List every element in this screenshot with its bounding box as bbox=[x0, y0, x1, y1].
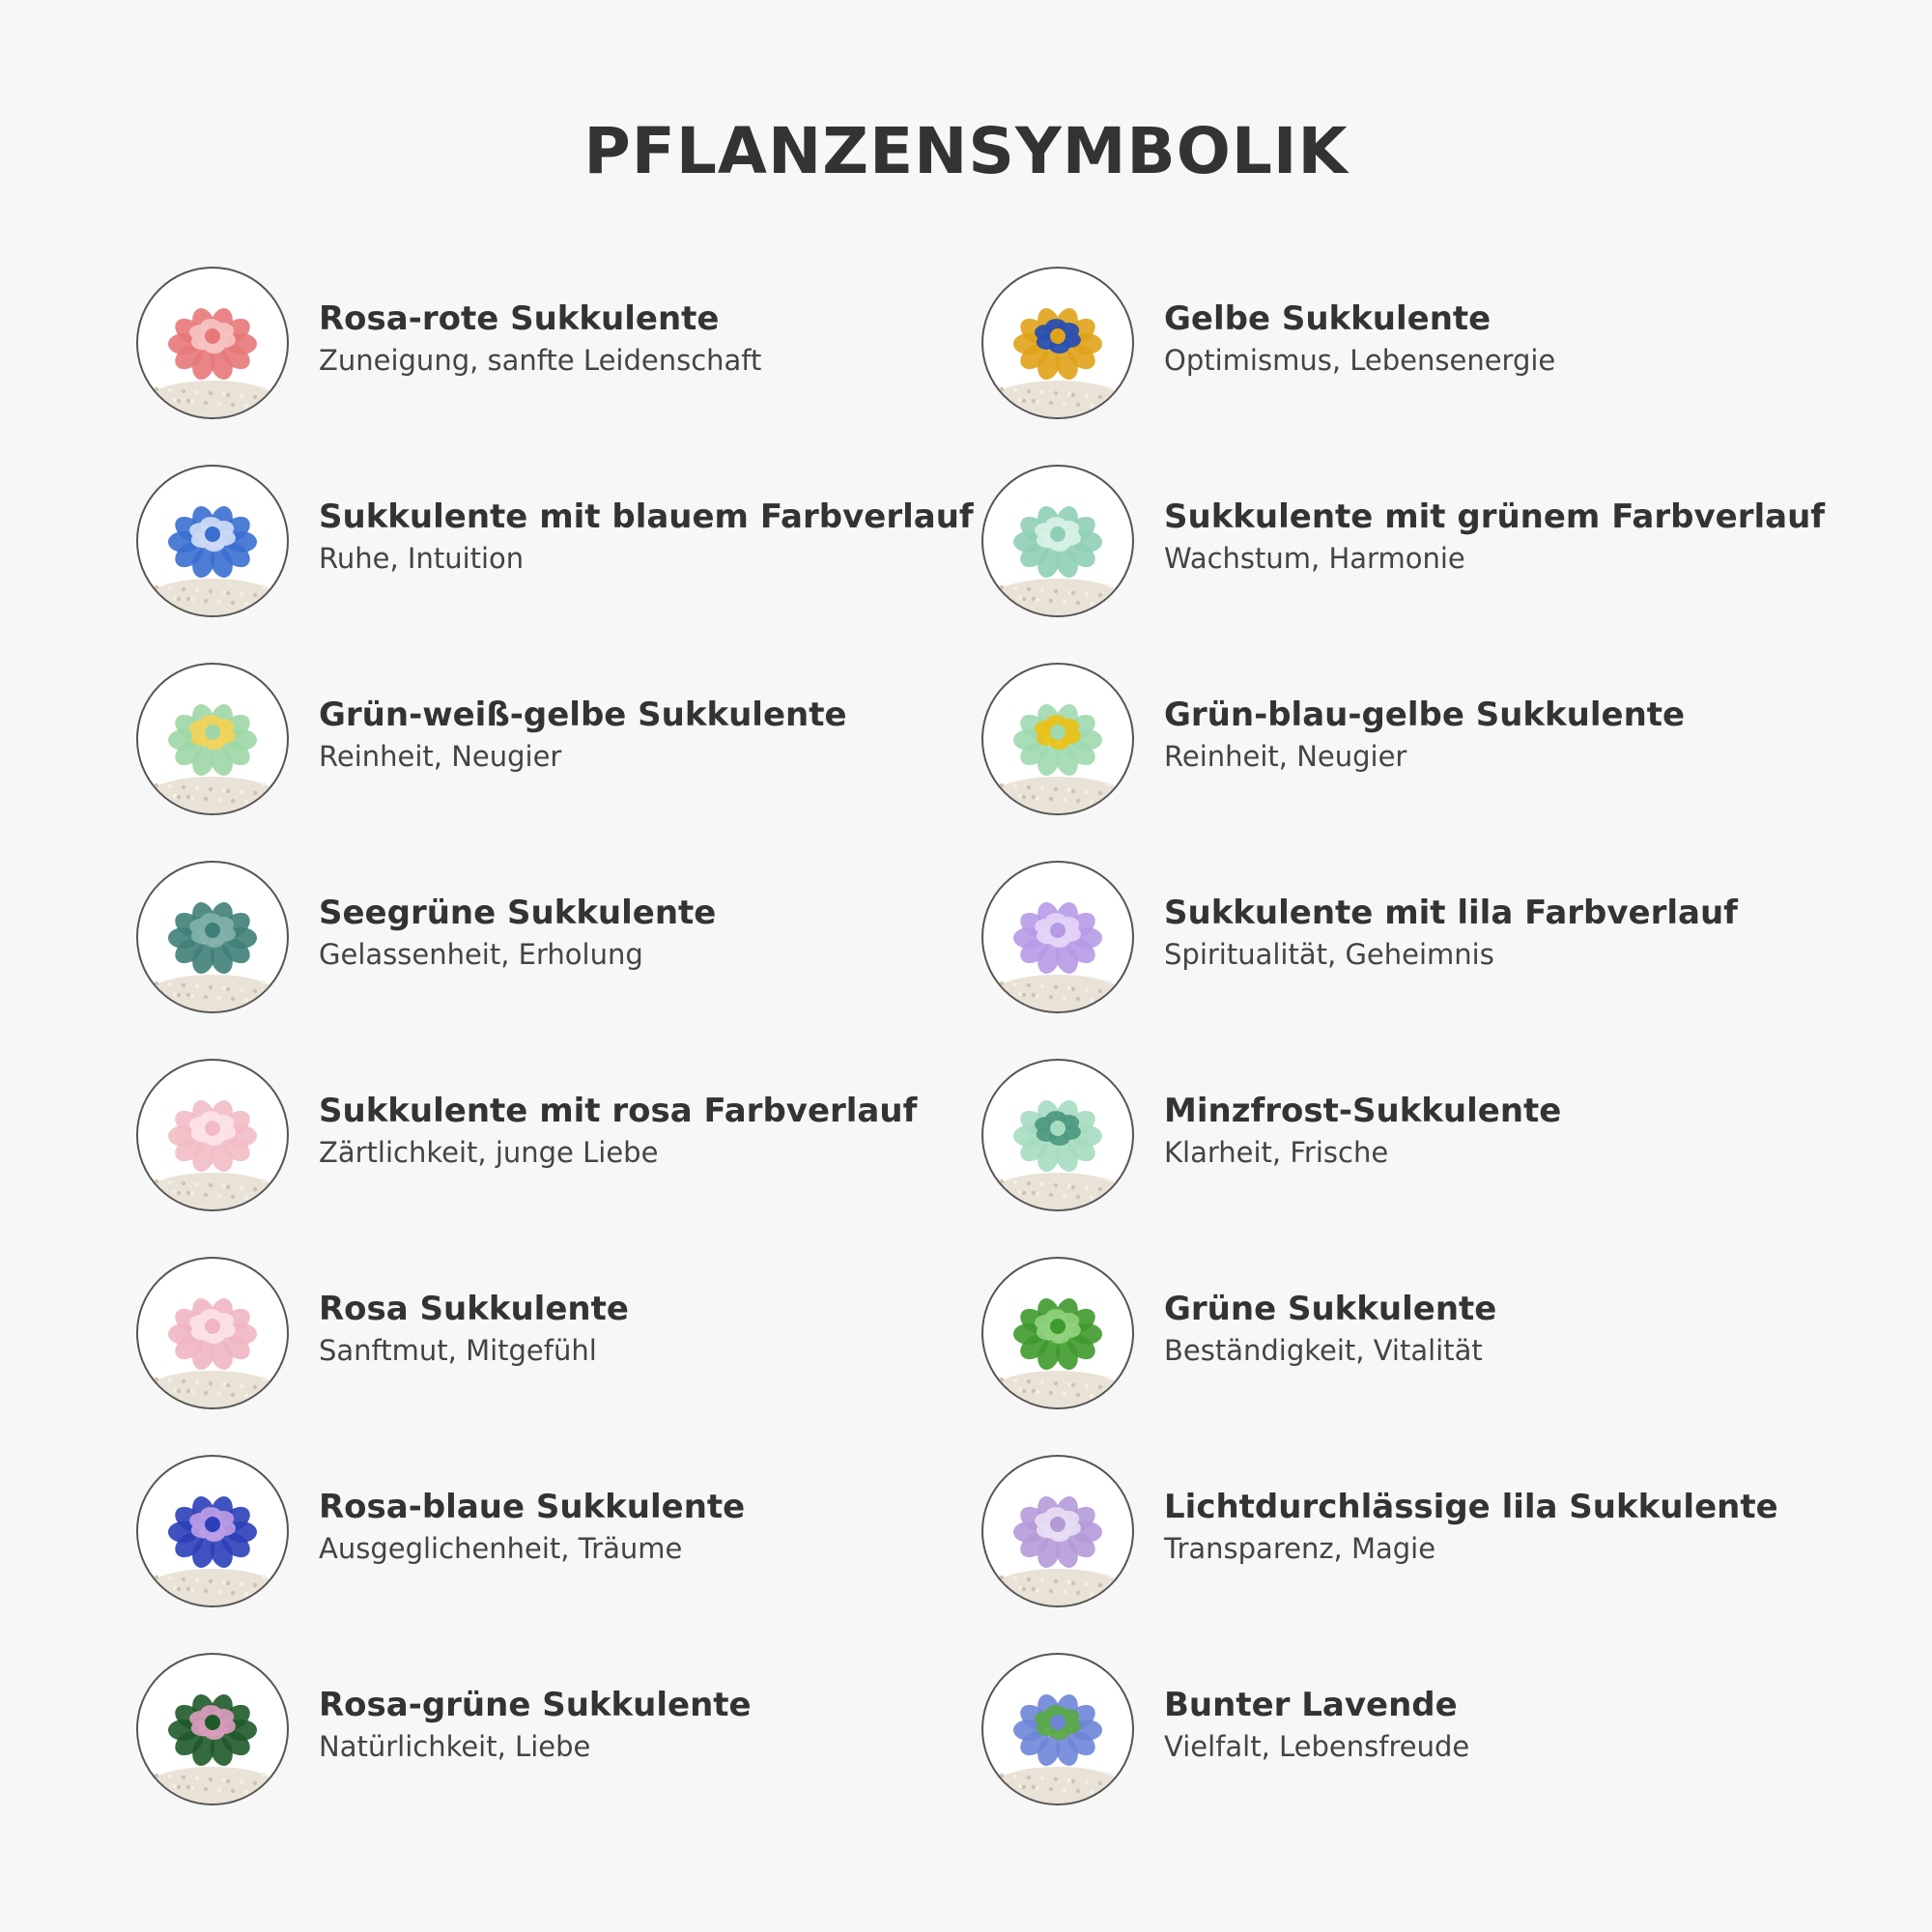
sea-green-succulent-icon bbox=[136, 861, 289, 1013]
pink-succulent-icon bbox=[136, 1257, 289, 1409]
item-description: Beständigkeit, Vitalität bbox=[1164, 1334, 1483, 1367]
item-title: Grüne Sukkulente bbox=[1164, 1290, 1497, 1328]
item-description: Natürlichkeit, Liebe bbox=[319, 1730, 591, 1763]
item-description: Transparenz, Magie bbox=[1164, 1532, 1436, 1565]
pink-blue-succulent-icon bbox=[136, 1455, 289, 1607]
symbol-item bbox=[981, 1455, 1851, 1653]
item-description: Reinheit, Neugier bbox=[319, 740, 562, 773]
translucent-purple-succulent-icon bbox=[981, 1455, 1134, 1607]
yellow-succulent-icon bbox=[981, 267, 1134, 419]
item-title: Rosa Sukkulente bbox=[319, 1290, 629, 1328]
item-description: Zärtlichkeit, junge Liebe bbox=[319, 1136, 659, 1169]
item-title: Sukkulente mit rosa Farbverlauf bbox=[319, 1092, 918, 1130]
symbol-item bbox=[981, 663, 1851, 861]
pink-gradient-succulent-icon bbox=[136, 1059, 289, 1211]
symbol-item bbox=[136, 861, 1006, 1059]
item-description: Ruhe, Intuition bbox=[319, 542, 525, 575]
symbol-item bbox=[136, 663, 1006, 861]
symbol-item bbox=[981, 267, 1851, 465]
item-description: Zuneigung, sanfte Leidenschaft bbox=[319, 344, 762, 377]
item-description: Ausgeglichenheit, Träume bbox=[319, 1532, 683, 1565]
symbol-item bbox=[136, 1257, 1006, 1455]
item-title: Bunter Lavende bbox=[1164, 1686, 1458, 1724]
green-gradient-succulent-icon bbox=[981, 465, 1134, 617]
purple-gradient-succulent-icon bbox=[981, 861, 1134, 1013]
symbol-item bbox=[981, 861, 1851, 1059]
item-title: Grün-weiß-gelbe Sukkulente bbox=[319, 696, 847, 734]
item-title: Gelbe Sukkulente bbox=[1164, 299, 1492, 338]
item-title: Sukkulente mit blauem Farbverlauf bbox=[319, 497, 974, 536]
item-description: Reinheit, Neugier bbox=[1164, 740, 1407, 773]
page-title: PFLANZENSYMBOLIK bbox=[583, 114, 1349, 188]
symbol-item bbox=[136, 1455, 1006, 1653]
item-description: Klarheit, Frische bbox=[1164, 1136, 1389, 1169]
left-column bbox=[136, 267, 1006, 1851]
symbol-item bbox=[136, 1653, 1006, 1851]
colorful-lavender-icon bbox=[981, 1653, 1134, 1805]
item-title: Seegrüne Sukkulente bbox=[319, 894, 717, 932]
symbol-item bbox=[981, 1257, 1851, 1455]
blue-gradient-succulent-icon bbox=[136, 465, 289, 617]
mint-frost-succulent-icon bbox=[981, 1059, 1134, 1211]
item-title: Lichtdurchlässige lila Sukkulente bbox=[1164, 1488, 1778, 1526]
item-title: Rosa-rote Sukkulente bbox=[319, 299, 720, 338]
symbol-item bbox=[136, 465, 1006, 663]
symbol-item bbox=[136, 267, 1006, 465]
symbol-item bbox=[981, 1059, 1851, 1257]
item-description: Wachstum, Harmonie bbox=[1164, 542, 1465, 575]
pink-red-succulent-icon bbox=[136, 267, 289, 419]
item-title: Rosa-grüne Sukkulente bbox=[319, 1686, 752, 1724]
item-title: Rosa-blaue Sukkulente bbox=[319, 1488, 746, 1526]
item-title: Minzfrost-Sukkulente bbox=[1164, 1092, 1562, 1130]
green-blue-yellow-succulent-icon bbox=[981, 663, 1134, 815]
pink-green-succulent-icon bbox=[136, 1653, 289, 1805]
symbol-item bbox=[981, 465, 1851, 663]
item-description: Gelassenheit, Erholung bbox=[319, 938, 643, 971]
symbol-item bbox=[136, 1059, 1006, 1257]
green-succulent-icon bbox=[981, 1257, 1134, 1409]
item-title: Sukkulente mit lila Farbverlauf bbox=[1164, 894, 1738, 932]
item-title: Grün-blau-gelbe Sukkulente bbox=[1164, 696, 1686, 734]
right-column bbox=[981, 267, 1851, 1851]
item-description: Optimismus, Lebensenergie bbox=[1164, 344, 1556, 377]
item-description: Sanftmut, Mitgefühl bbox=[319, 1334, 597, 1367]
item-title: Sukkulente mit grünem Farbverlauf bbox=[1164, 497, 1826, 536]
item-description: Spiritualität, Geheimnis bbox=[1164, 938, 1494, 971]
item-description: Vielfalt, Lebensfreude bbox=[1164, 1730, 1470, 1763]
symbol-item bbox=[981, 1653, 1851, 1851]
green-white-yellow-succulent-icon bbox=[136, 663, 289, 815]
